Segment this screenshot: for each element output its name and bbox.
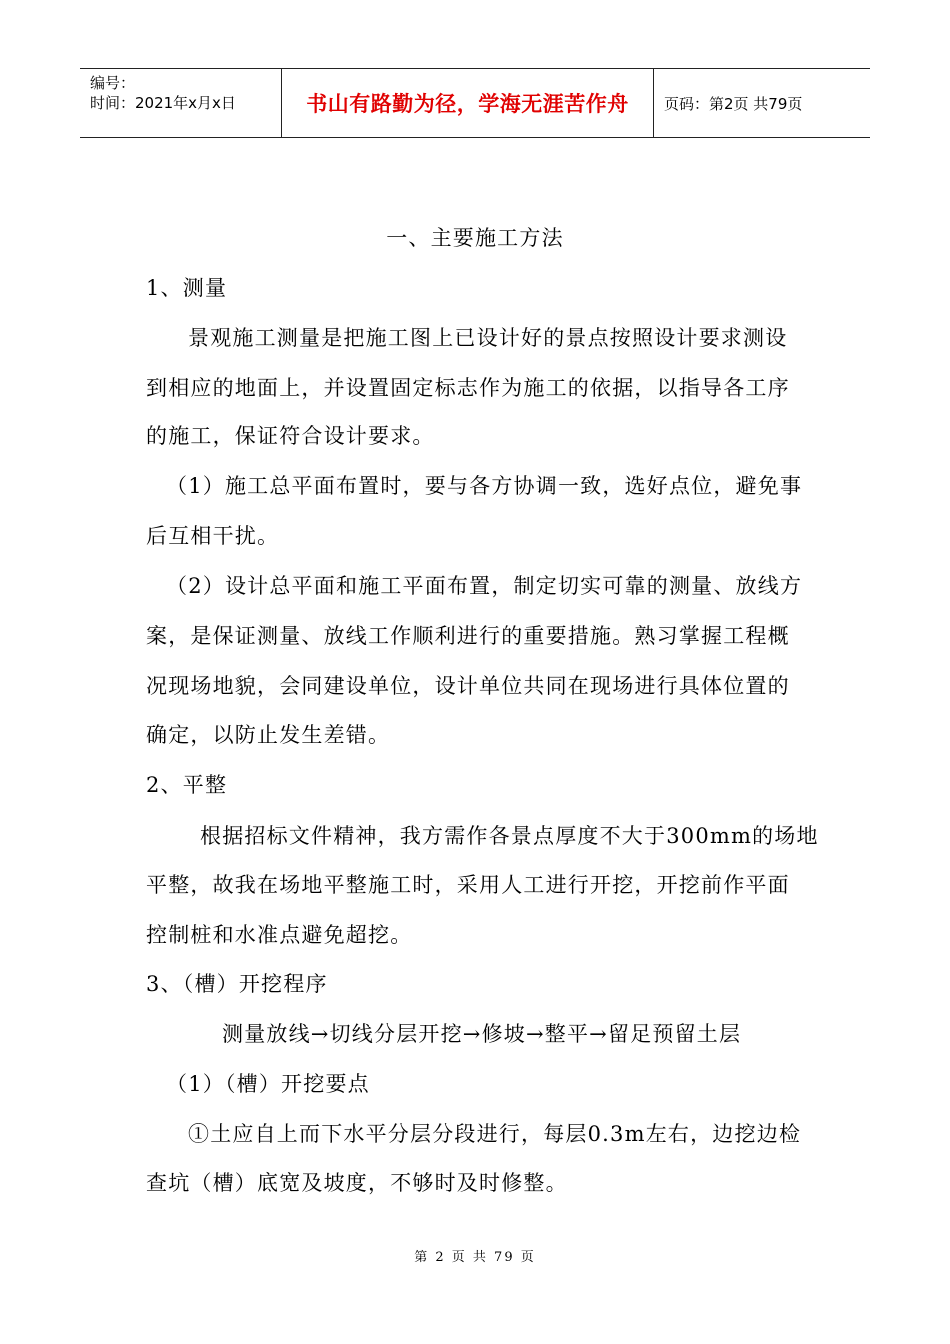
page-header [80,68,870,138]
header-page-cell [654,69,870,137]
subheading-leveling: 2、平整 [146,773,228,797]
paragraph-line: 后互相干扰。 [146,524,280,548]
header-motto: 书山有路勤为径，学海无涯苦作舟 [306,92,629,116]
paragraph-line: 的施工，保证符合设计要求。 [146,424,435,448]
header-page-info: 页码：第2页 共79页 [664,94,803,113]
section-title: 一、主要施工方法 [386,226,564,250]
header-motto-cell [282,69,654,137]
subheading-excavation: 3、（槽）开挖程序 [146,972,328,996]
subheading-measurement: 1、测量 [146,276,228,300]
paragraph-line: ①土应自上而下水平分层分段进行，每层0.3m左右，边挖边检 [188,1122,802,1146]
paragraph-line: 根据招标文件精神，我方需作各景点厚度不大于300mm的场地 [200,824,819,848]
document-date: 时间：2021年x月x日 [90,94,236,112]
header-meta [80,69,282,137]
paragraph-line: （1）施工总平面布置时，要与各方协调一致，选好点位，避免事 [166,474,803,498]
paragraph-line: 确定，以防止发生差错。 [146,723,391,747]
process-flow: 测量放线→切线分层开挖→修坡→整平→留足预留土层 [222,1022,742,1046]
page-footer: 第 2 页 共 79 页 [414,1250,536,1265]
document-number-label: 编号： [90,74,136,92]
paragraph-line: 案，是保证测量、放线工作顺利进行的重要措施。熟习掌握工程概 [146,624,790,648]
paragraph-line: 平整，故我在场地平整施工时，采用人工进行开挖，开挖前作平面 [146,873,790,897]
paragraph-line: 控制桩和水准点避免超挖。 [146,923,413,947]
paragraph-line: （2）设计总平面和施工平面布置，制定切实可靠的测量、放线方 [166,574,803,598]
paragraph-line: （1）（槽）开挖要点 [166,1072,370,1096]
paragraph-line: 况现场地貌，会同建设单位，设计单位共同在现场进行具体位置的 [146,674,790,698]
paragraph-line: 查坑（槽）底宽及坡度，不够时及时修整。 [146,1171,568,1195]
paragraph-line: 到相应的地面上，并设置固定标志作为施工的依据，以指导各工序 [146,376,790,400]
paragraph-line: 景观施工测量是把施工图上已设计好的景点按照设计要求测设 [188,326,788,350]
